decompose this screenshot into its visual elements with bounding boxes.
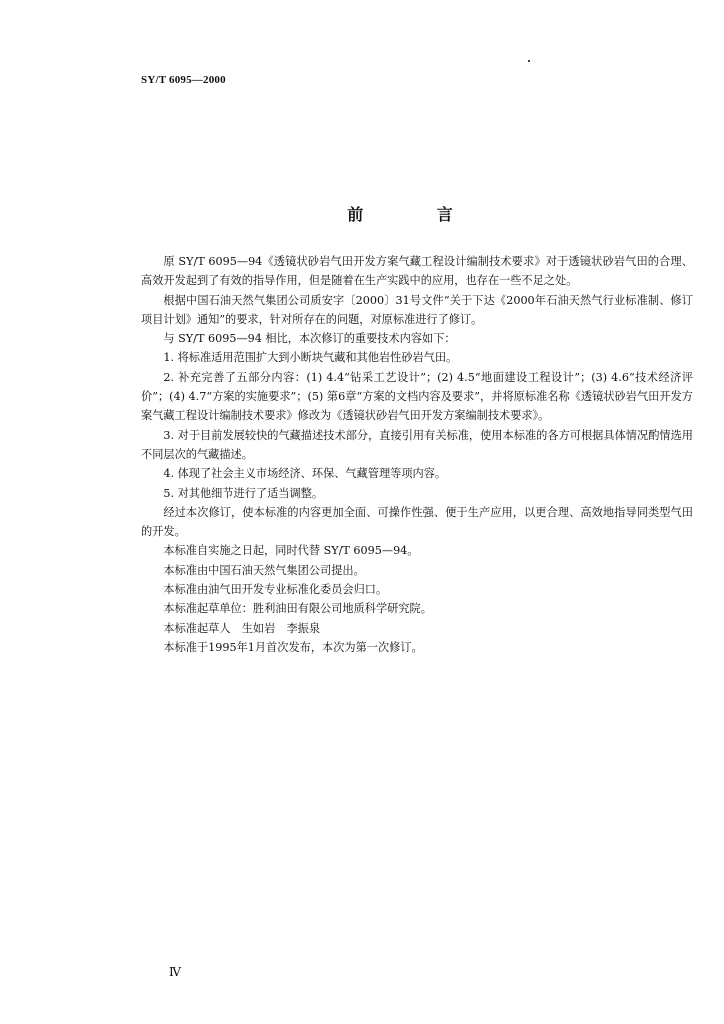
- page-number: Ⅳ: [169, 965, 181, 979]
- paragraph-proposer: 本标准由中国石油天然气集团公司提出。: [163, 563, 365, 577]
- change-item-1: 1. 将标准适用范围扩大到小断块气藏和其他岩性砂岩气田。: [163, 351, 458, 365]
- paragraph-replaces: 本标准自实施之日起，同时代替 SY/T 6095—94。: [163, 544, 419, 558]
- paragraph-changes-intro: 与 SY/T 6095—94 相比，本次修订的重要技术内容如下：: [163, 332, 456, 346]
- paragraph-history: 原 SY/T 6095—94《透镜状砂岩气田开发方案气藏工程设计编制技术要求》对于透镜状砂岩气田的合理、高效开发起到了有效的指导作用，但是随着在生产实践中的应用，也存在一些不足之处。: [141, 255, 693, 288]
- foreword-body: [141, 252, 693, 657]
- paragraph-release: 本标准于1995年1月首次发布，本次为第一次修订。: [163, 640, 423, 654]
- change-item-4: 4. 体现了社会主义市场经济、环保、气藏管理等项内容。: [163, 467, 447, 481]
- page-title: 前 言: [347, 205, 487, 224]
- paragraph-basis: 根据中国石油天然气集团公司质安字〔2000〕31号文件“关于下达《2000年石油天然气行业标准制、修订项目计划》通知”的要求，针对所存在的问题，对原标准进行了修订。: [141, 293, 693, 326]
- paragraph-drafting-unit: 本标准起草单位：胜利油田有限公司地质科学研究院。: [163, 602, 432, 616]
- standard-code: SY/T 6095—2000: [141, 74, 226, 86]
- change-item-5: 5. 对其他细节进行了适当调整。: [163, 486, 324, 500]
- change-item-2: 2. 补充完善了五部分内容：(1) 4.4“钻采工艺设计”；(2) 4.5“地面建设工程设计”；(3) 4.6“技术经济评价”；(4) 4.7“方案的实施要求”；(5) 第6章“方案的文档内容及要求”，并将原标准名称《透镜状砂岩气田开发方案气藏工程设计编制技术要求》修改为《透镜状砂岩气田开发方案编制技术要求》。: [141, 370, 693, 423]
- paragraph-centralized: 本标准由油气田开发专业标准化委员会归口。: [163, 583, 388, 597]
- paragraph-drafters: 本标准起草人 生如岩 李振泉: [163, 621, 321, 635]
- scan-speck: [528, 60, 530, 62]
- change-item-3: 3. 对于目前发展较快的气藏描述技术部分，直接引用有关标准，使用本标准的各方可根据具体情况酌情选用不同层次的气藏描述。: [141, 428, 693, 461]
- paragraph-outcome: 经过本次修订，使本标准的内容更加全面、可操作性强、便于生产应用，以更合理、高效地指导同类型气田的开发。: [141, 505, 693, 539]
